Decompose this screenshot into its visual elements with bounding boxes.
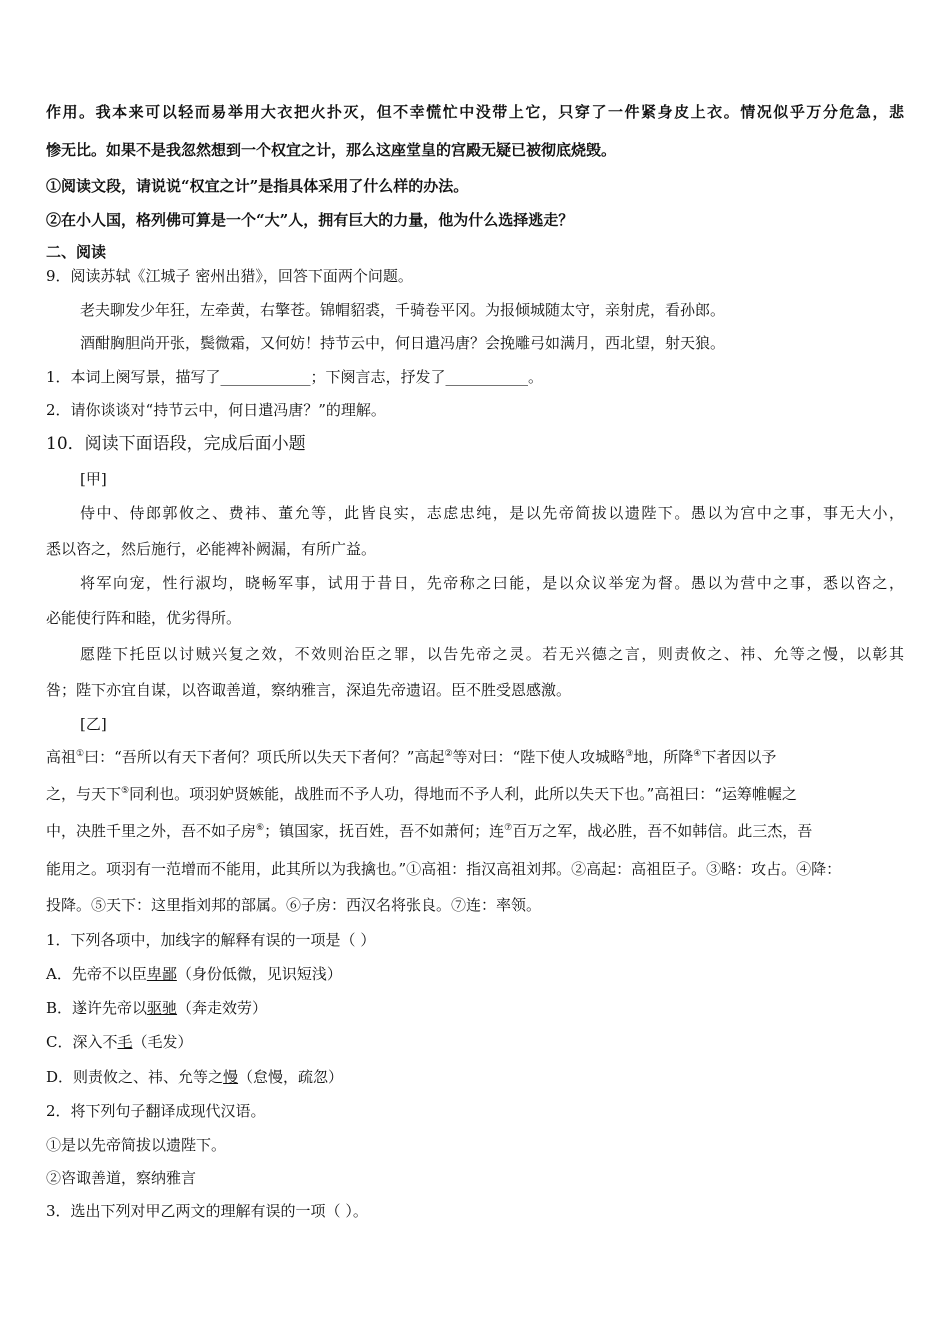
text-run: （怠慢，疏忽） xyxy=(238,1068,344,1086)
text-run: 曰：“吾所以有天下者何？项氏所以失天下者何？”高起 xyxy=(84,748,445,766)
passage-label-yi: [乙] xyxy=(80,715,107,733)
text-run: （奔走效劳） xyxy=(177,999,268,1017)
text-run: B．遂许先帝以 xyxy=(46,999,148,1017)
translate-item-2: ②咨诹善道，察纳雅言 xyxy=(46,1169,197,1187)
text-run: C．深入不 xyxy=(46,1033,118,1051)
sub-question-3: 3．选出下列对甲乙两文的理解有误的一项（ ）。 xyxy=(46,1202,368,1220)
text-run: ；镇国家，抚百姓，吾不如萧何；连 xyxy=(264,822,505,840)
passage-line: 侍中、侍郎郭攸之、费祎、董允等，此皆良实，志虑忠纯，是以先帝简拔以遗陛下。愚以为宫中之事，事无大小， xyxy=(80,504,904,522)
poem-line: 老夫聊发少年狂，左牵黄，右擎苍。锦帽貂裘，千骑卷平冈。为报倾城随太守，亲射虎，看孙郎。 xyxy=(80,301,726,319)
passage-line xyxy=(46,821,812,841)
translate-item-1: ①是以先帝简拔以遗陛下。 xyxy=(46,1136,227,1154)
passage-line: 作用。我本来可以轻而易举用大衣把火扑灭，但不幸慌忙中没带上它，只穿了一件紧身皮上衣。情况似乎万分危急，悲 xyxy=(46,103,904,121)
passage-line: 能用之。项羽有一范增而不能用，此其所以为我擒也。”①高祖：指汉高祖刘邦。②高起：高祖臣子。③略：攻占。④降： xyxy=(46,860,842,878)
text-run: D．则责攸之、祎、允等之 xyxy=(46,1068,224,1086)
passage-line: 咎；陛下亦宜自谋，以咨诹善道，察纳雅言，深追先帝遗诏。臣不胜受恩感激。 xyxy=(46,681,572,699)
sub-question-1: 1．下列各项中，加线字的解释有误的一项是（ ） xyxy=(46,931,376,949)
footnote-mark: ⑦ xyxy=(504,823,513,833)
poem-line: 酒酣胸胆尚开张，鬓微霜，又何妨！持节云中，何日遣冯唐？会挽雕弓如满月，西北望，射天狼。 xyxy=(80,334,726,352)
text-run: （身份低微，见识短浅） xyxy=(176,965,342,983)
text-run: 下者因以予 xyxy=(701,748,777,766)
text-run: 之，与天下 xyxy=(46,785,122,803)
text-run: 百万之军，战必胜，吾不如韩信。此三杰，吾 xyxy=(512,822,813,840)
text-run: 中，决胜千里之外，吾不如子房 xyxy=(46,822,257,840)
passage-line: 惨无比。如果不是我忽然想到一个权宜之计，那么这座堂皇的宫殿无疑已被彻底烧毁。 xyxy=(46,141,617,159)
passage-line: 愿陛下托臣以讨贼兴复之效，不效则治臣之罪，以告先帝之灵。若无兴德之言，则责攸之、祎、允等之慢，以彰其 xyxy=(80,645,904,663)
passage-label-jia: [甲] xyxy=(80,470,107,488)
footnote-mark: ③ xyxy=(625,749,634,759)
text-run: 高祖 xyxy=(46,748,77,766)
option-c xyxy=(46,1032,193,1052)
question-1: ①阅读文段，请说说“权宜之计”是指具体采用了什么样的办法。 xyxy=(46,177,469,195)
section-heading: 二、阅读 xyxy=(46,243,107,261)
footnote-mark: ⑥ xyxy=(256,823,265,833)
sub-question-2: 2．将下列句子翻译成现代汉语。 xyxy=(46,1102,266,1120)
question-10-title: 10．阅读下面语段，完成后面小题 xyxy=(46,434,306,454)
text-run: A．先帝不以臣 xyxy=(46,965,147,983)
footnote-mark: ① xyxy=(76,749,85,759)
passage-line: 投降。⑤天下：这里指刘邦的部属。⑥子房：西汉名将张良。⑦连：率领。 xyxy=(46,896,542,914)
underlined-word: 慢 xyxy=(223,1068,239,1086)
text-run: （毛发） xyxy=(132,1033,193,1051)
passage-line: 将军向宠，性行淑均，晓畅军事，试用于昔日，先帝称之曰能，是以众议举宠为督。愚以为营中之事，悉以咨之， xyxy=(80,574,904,592)
text-run: 地，所降 xyxy=(633,748,694,766)
passage-line: 悉以咨之，然后施行，必能裨补阙漏，有所广益。 xyxy=(46,540,377,558)
underlined-word: 卑鄙 xyxy=(146,965,177,983)
passage-line: 必能使行阵和睦，优劣得所。 xyxy=(46,609,242,627)
footnote-mark: ② xyxy=(444,749,453,759)
option-d xyxy=(46,1067,343,1087)
option-a xyxy=(46,964,342,984)
question-9: 9．阅读苏轼《江城子 密州出猎》，回答下面两个问题。 xyxy=(46,267,413,285)
underlined-word: 毛 xyxy=(117,1033,133,1051)
option-b xyxy=(46,998,267,1018)
sub-question-2: 2．请你谈谈对“持节云中，何日遣冯唐？”的理解。 xyxy=(46,401,386,419)
footnote-mark: ④ xyxy=(693,749,702,759)
footnote-mark: ⑤ xyxy=(121,786,130,796)
underlined-word: 驱驰 xyxy=(147,999,178,1017)
sub-question-1: 1．本词上阕写景，描写了____________；下阕言志，抒发了___________。 xyxy=(46,368,544,386)
passage-line xyxy=(46,784,797,804)
text-run: 同利也。项羽妒贤嫉能，战胜而不予人功，得地而不予人利，此所以失天下也。”高祖曰：“运筹帷幄之 xyxy=(129,785,797,803)
text-run: 等对曰：“陛下使人攻城略 xyxy=(452,748,626,766)
question-2: ②在小人国，格列佛可算是一个“大”人，拥有巨大的力量，他为什么选择逃走？ xyxy=(46,211,574,229)
passage-line xyxy=(46,747,776,767)
